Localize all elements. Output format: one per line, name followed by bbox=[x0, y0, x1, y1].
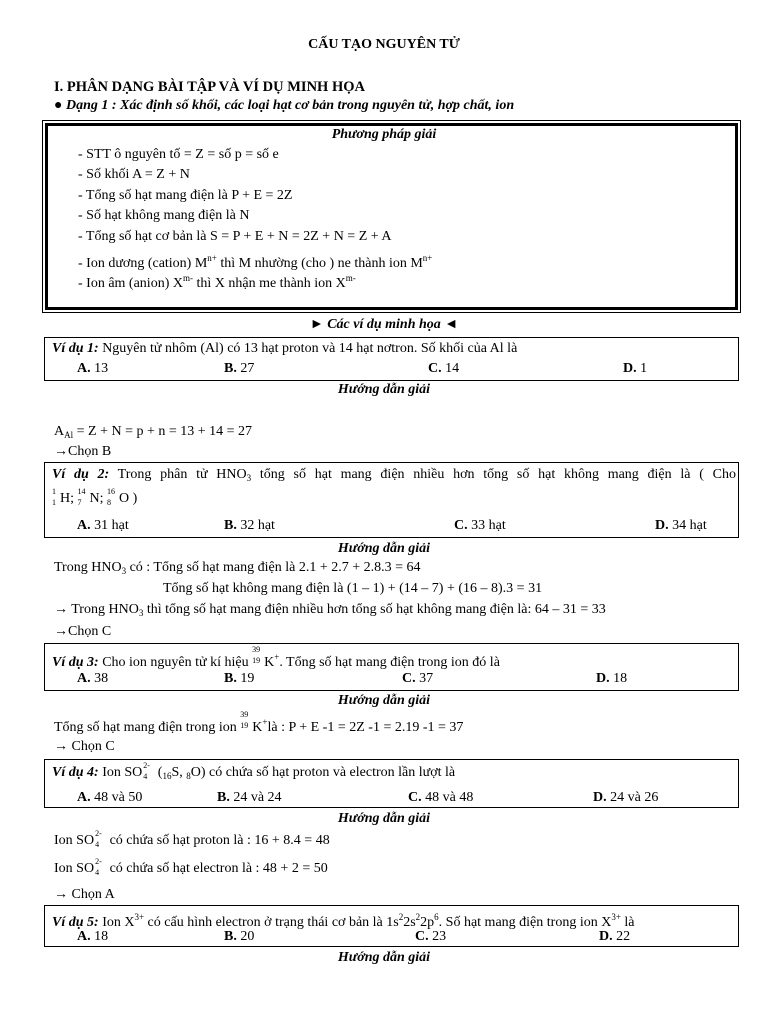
option-c: C. 14 bbox=[428, 361, 460, 376]
option-d: D. 24 và 26 bbox=[593, 790, 659, 805]
option-a: A. 31 hạt bbox=[77, 518, 129, 533]
option-a: A. 38 bbox=[77, 671, 109, 686]
option-c: C. 48 và 48 bbox=[408, 790, 474, 805]
method-line: - STT ô nguyên tố = Z = số p = số e bbox=[78, 147, 279, 162]
problem-type-heading: ● Dạng 1 : Xác định số khối, các loại hạt cơ bản trong nguyên tử, hợp chất, ion bbox=[54, 98, 515, 113]
page-title: CẤU TẠO NGUYÊN TỬ bbox=[308, 37, 460, 52]
solution-heading: Hướng dẫn giải bbox=[337, 382, 431, 397]
option-b: B. 27 bbox=[224, 361, 255, 376]
method-title: Phương pháp giải bbox=[331, 127, 437, 142]
solution-heading: Hướng dẫn giải bbox=[337, 693, 431, 708]
example-4-question: Ví dụ 4: Ion SO 2- 4 ($_{16}S$, $_8$O) có chứa số hạt proton và electron lần lượt là bbox=[52, 761, 456, 781]
solution-line: $A_{Al} = Z + N = p + n = 13 + 14 = 27$ bbox=[54, 424, 253, 440]
option-a: A. 48 và 50 bbox=[77, 790, 143, 805]
option-d: D. 1 bbox=[623, 361, 648, 376]
example-3-question: Ví dụ 3: Cho ion nguyên tử kí hiệu 39 19 K+. Tổng số hạt mang điện trong ion đó là bbox=[52, 645, 500, 670]
method-line: - Tổng số hạt cơ bản là S = P + E + N = 2Z + N = Z + A bbox=[78, 229, 392, 244]
examples-header: ► Các ví dụ minh họa ◄ bbox=[309, 317, 459, 332]
option-a: A. 18 bbox=[77, 929, 109, 944]
method-line: - Tổng số hạt mang điện là P + E = 2Z bbox=[78, 188, 293, 203]
option-b: B. 24 và 24 bbox=[217, 790, 282, 805]
solution-line: Tổng số hạt mang điện trong ion 39 19 K+là : P + E -1 = 2Z -1 = 2.19 -1 = 37 bbox=[54, 710, 464, 735]
option-d: D. 18 bbox=[596, 671, 628, 686]
solution-answer: → Chọn C bbox=[54, 739, 115, 754]
option-c: C. 37 bbox=[402, 671, 434, 686]
solution-line: Trong $HNO_3$ có : Tổng số hạt mang điện là 2.1 + 2.7 + 2.8.3 = 64 bbox=[54, 560, 421, 576]
option-b: B. 19 bbox=[224, 671, 255, 686]
option-d: D. 34 hạt bbox=[655, 518, 707, 533]
solution-heading: Hướng dẫn giải bbox=[337, 541, 431, 556]
option-c: C. 23 bbox=[415, 929, 447, 944]
solution-line: → Trong $HNO_3$ thì tổng số hạt mang điện nhiều hơn tổng số hạt không mang điện là: 64 – 31 = 33 bbox=[54, 602, 606, 618]
option-d: D. 22 bbox=[599, 929, 631, 944]
solution-line: Ion SO 2- 4 có chứa số hạt proton là : 16 + 8.4 = 48 bbox=[54, 829, 330, 849]
method-line: - Số khối A = Z + N bbox=[78, 167, 190, 182]
section-heading: I. PHÂN DẠNG BÀI TẬP VÀ VÍ DỤ MINH HỌA bbox=[54, 79, 365, 95]
method-line: - Ion dương (cation) $M^{n+}$ thì M nhường (cho ) ne thành ion $M^{n+}$ bbox=[78, 253, 433, 271]
solution-answer: →Chọn B bbox=[54, 444, 112, 459]
option-a: A. 13 bbox=[77, 361, 109, 376]
example-5-question: Ví dụ 5: Ion $X^{3+}$ có cấu hình electron ở trạng thái cơ bản là $1s^22s^22p^6$. Số hạt mang điện trong ion $X^{3+}$ là bbox=[52, 912, 635, 930]
solution-answer: →Chọn C bbox=[54, 624, 112, 639]
example-1-question: Ví dụ 1: Nguyên tử nhôm (Al) có 13 hạt proton và 14 hạt nơtron. Số khối của Al là bbox=[52, 341, 518, 356]
solution-answer: → Chọn A bbox=[54, 887, 115, 902]
option-b: B. 20 bbox=[224, 929, 255, 944]
solution-line: Tổng số hạt không mang điện là (1 – 1) + (14 – 7) + (16 – 8).3 = 31 bbox=[163, 581, 543, 596]
example-2-question: Ví dụ 2: Trong phân tử $HNO_3$ tổng số hạt mang điện nhiều hơn tổng số hạt không mang điện là ( Cho bbox=[52, 467, 736, 483]
example-2-isotopes: 1 1 H; 14 7 N; 16 8 O ) bbox=[52, 487, 138, 507]
option-c: C. 33 hạt bbox=[454, 518, 506, 533]
method-line: - Số hạt không mang điện là N bbox=[78, 208, 250, 223]
method-line: - Ion âm (anion) $X^{m-}$ thì X nhận me thành ion $X^{m-}$ bbox=[78, 273, 356, 291]
solution-heading: Hướng dẫn giải bbox=[337, 950, 431, 965]
option-b: B. 32 hạt bbox=[224, 518, 275, 533]
solution-heading: Hướng dẫn giải bbox=[337, 811, 431, 826]
solution-line: Ion SO 2- 4 có chứa số hạt electron là : 48 + 2 = 50 bbox=[54, 857, 328, 877]
